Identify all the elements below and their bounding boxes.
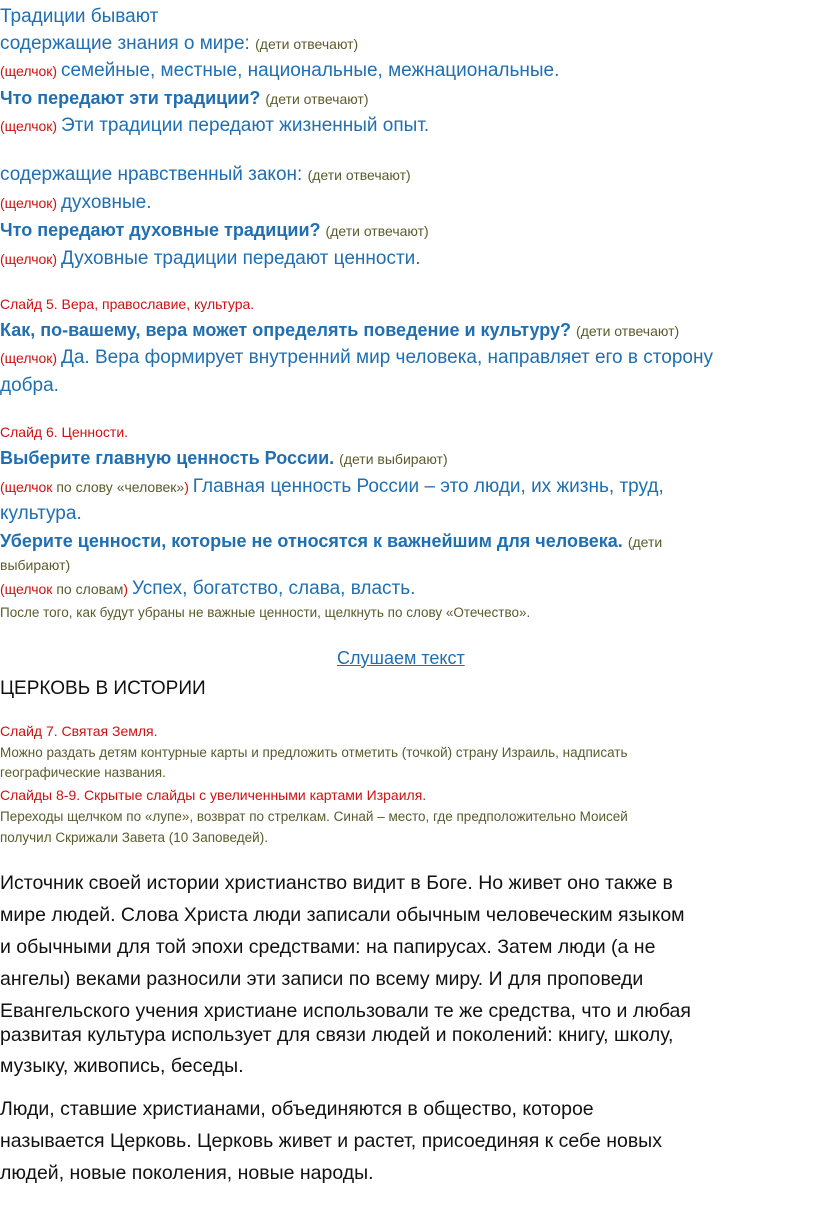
paragraph-2-line: Люди, ставшие христианами, объединяются в общество, которое: [0, 1098, 594, 1120]
question-remove-values: Уберите ценности, которые не относятся к важнейшим для человека. (дети: [0, 531, 663, 551]
note-transitions-1: Переходы щелчком по «лупе», возврат по стрелкам. Синай – место, где предположительно Моисей: [0, 809, 628, 824]
question-remove-values-2: выбирают): [0, 557, 71, 573]
listen-text-link[interactable]: Слушаем текст: [337, 648, 465, 668]
answer-main-value-1: (щелчок по слову «человек») Главная ценность России – это люди, их жизнь, труд,: [0, 476, 664, 497]
answer-faith-2: добра.: [0, 375, 59, 396]
paragraph-1-line: Евангельского учения христиане использовали те же средства, что и любая: [0, 1000, 691, 1022]
paragraph-1-line: музыку, живопись, беседы.: [0, 1055, 244, 1077]
section-title-church: ЦЕРКОВЬ В ИСТОРИИ: [0, 678, 206, 699]
slide-6-title: Слайд 6. Ценности.: [0, 424, 129, 440]
answer-remove-values: (щелчок по словам) Успех, богатство, слава, власть.: [0, 578, 416, 599]
question-faith: Как, по-вашему, вера может определять поведение и культуру? (дети отвечают): [0, 320, 680, 340]
question-spiritual: Что передают духовные традиции? (дети отвечают): [0, 220, 429, 240]
note-maps-2: географические названия.: [0, 765, 166, 780]
slide-7-title: Слайд 7. Святая Земля.: [0, 723, 158, 739]
paragraph-1-line: ангелы) веками разносили эти записи по всему миру. И для проповеди: [0, 968, 644, 990]
line-click-family: (щелчок) семейные, местные, национальные, межнациональные.: [0, 60, 560, 81]
slide-5-title: Слайд 5. Вера, православие, культура.: [0, 296, 255, 312]
line-click-spiritual: (щелчок) духовные.: [0, 192, 152, 213]
paragraph-2-line: называется Церковь. Церковь живет и растет, присоединяя к себе новых: [0, 1130, 662, 1152]
line-click-experience: (щелчок) Эти традиции передают жизненный опыт.: [0, 115, 430, 136]
answer-main-value-2: культура.: [0, 503, 82, 524]
slides-8-9-title: Слайды 8-9. Скрытые слайды с увеличенными картами Израиля.: [0, 787, 427, 803]
paragraph-2-line: людей, новые поколения, новые народы.: [0, 1162, 374, 1184]
line-moral-law: содержащие нравственный закон: (дети отвечают): [0, 164, 411, 185]
note-maps-1: Можно раздать детям контурные карты и предложить отметить (точкой) страну Израиль, надписать: [0, 745, 628, 760]
paragraph-1-line: и обычными для той эпохи средствами: на папирусах. Затем люди (а не: [0, 936, 656, 958]
note-fatherland: После того, как будут убраны не важные ценности, щелкнуть по слову «Отечество».: [0, 605, 531, 620]
paragraph-1-line: развитая культура использует для связи людей и поколений: книгу, школу,: [0, 1024, 674, 1046]
note-transitions-2: получил Скрижали Завета (10 Заповедей).: [0, 830, 268, 845]
heading-traditions: Традиции бывают: [0, 6, 159, 27]
paragraph-1-line: Источник своей истории христианство видит в Боге. Но живет оно также в: [0, 872, 673, 894]
line-click-values: (щелчок) Духовные традиции передают ценности.: [0, 248, 421, 269]
answer-faith-1: (щелчок) Да. Вера формирует внутренний мир человека, направляет его в сторону: [0, 347, 713, 368]
question-traditions: Что передают эти традиции? (дети отвечают): [0, 88, 369, 108]
question-main-value: Выберите главную ценность России. (дети выбирают): [0, 448, 448, 468]
paragraph-1-line: мире людей. Слова Христа люди записали обычным человеческим языком: [0, 904, 685, 926]
line-knowledge: содержащие знания о мире: (дети отвечают): [0, 33, 359, 54]
